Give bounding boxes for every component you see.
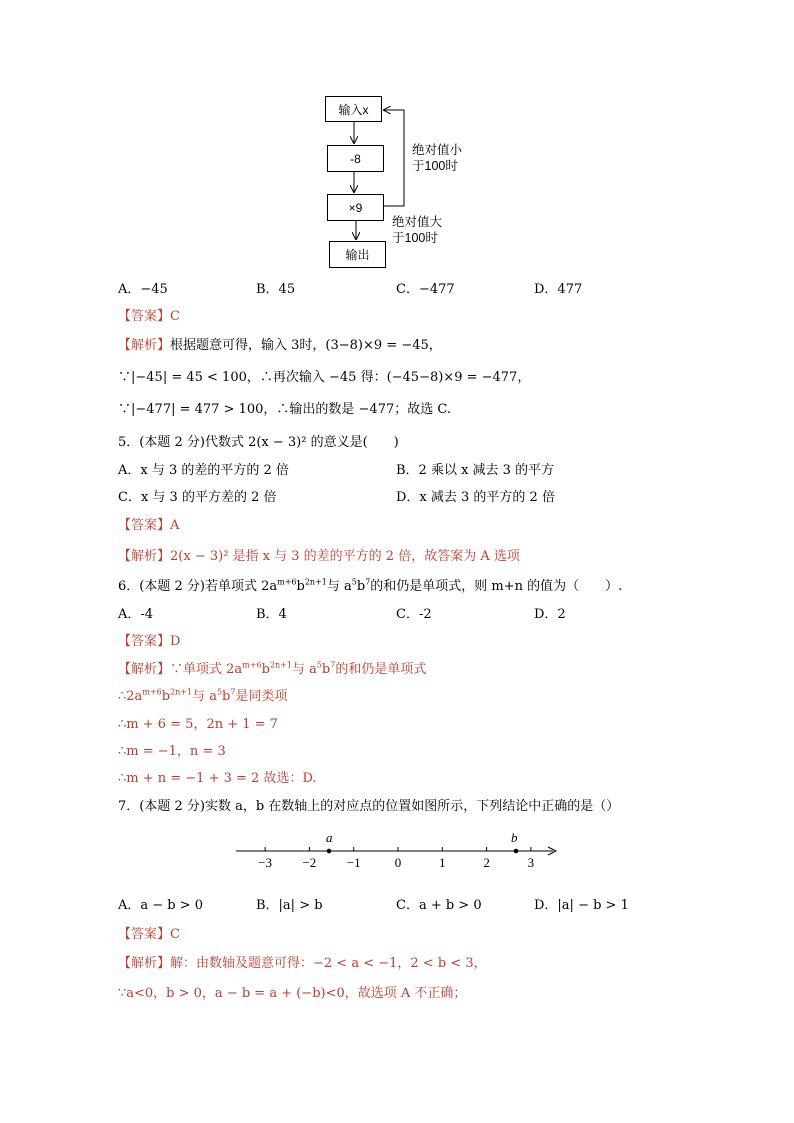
q7-option-a: A．a − b > 0 — [118, 898, 204, 913]
exit-condition-label: 绝对值大 于100时 — [392, 215, 443, 245]
q4-option-d: D．477 — [534, 282, 583, 297]
q6-analysis-line5: ∴m + n = −1 + 3 = 2 故选：D. — [118, 771, 317, 786]
q6-analysis-line3: ∴m + 6 = 5，2n + 1 = 7 — [118, 717, 278, 732]
q7-answer: 【答案】C — [118, 927, 180, 942]
q6-option-c: C．-2 — [396, 607, 432, 622]
tick-label: 0 — [394, 855, 402, 870]
q5-option-d: D．x 减去 3 的平方的 2 倍 — [396, 490, 555, 505]
q6-answer: 【答案】D — [118, 634, 181, 649]
q6-stem: 6．(本题 2 分)若单项式 $2a^{m+6}b^{2n+1}$与 $a^5b^7$的和仍是单项式，则 m+n 的值为（ ）. — [118, 577, 623, 594]
q6-analysis-line4: ∴m = −1，n = 3 — [118, 744, 226, 759]
tick-label: −1 — [346, 855, 361, 870]
q6-option-a: A．-4 — [118, 607, 154, 622]
q5-option-c: C．x 与 3 的平方差的 2 倍 — [118, 490, 277, 505]
q6-option-d: D．2 — [534, 607, 566, 622]
q6-analysis-line2: $\therefore 2a^{m+6}b^{2n+1}$与 $a^5b^7$是同类项 — [118, 687, 288, 704]
tick-label: −3 — [258, 855, 273, 870]
flow-minus-label: -8 — [350, 151, 361, 166]
arrow-loop-back — [383, 110, 404, 206]
loop-condition-label: 绝对值小 于100时 — [412, 143, 463, 173]
point-a-dot — [327, 849, 332, 854]
flow-arrows — [0, 0, 794, 300]
tick-label: 2 — [483, 855, 490, 870]
point-b-label: b — [511, 830, 518, 845]
q5-option-a: A．x 与 3 的差的平方的 2 倍 — [118, 463, 289, 478]
q4-option-a: A．−45 — [118, 282, 168, 297]
number-line — [0, 820, 794, 880]
q4-analysis-line3: ∵|−477| = 477 > 100，∴输出的数是 −477；故选 C. — [118, 402, 451, 417]
q7-option-d: D．|a| − b > 1 — [534, 898, 629, 913]
point-a-label: a — [326, 830, 333, 845]
q6-option-b: B．4 — [256, 607, 287, 622]
q7-option-b: B．|a| > b — [256, 898, 323, 913]
flow-input-label: 输入x — [338, 102, 369, 117]
flow-output-label: 输出 — [345, 248, 370, 262]
q7-option-c: C．a + b > 0 — [396, 898, 482, 913]
q4-answer: 【答案】C — [118, 309, 180, 324]
q7-analysis-line1: 【解析】解：由数轴及题意可得：−2 < a < −1，2 < b < 3， — [118, 956, 487, 971]
q7-stem: 7．(本题 2 分)实数 a，b 在数轴上的对应点的位置如图所示，下列结论中正确的是（） — [118, 799, 620, 814]
point-b-dot — [514, 849, 519, 854]
q4-analysis-line1: 【解析】根据题意可得，输入 3时，(3−8)×9 = −45， — [118, 338, 442, 353]
q5-option-b: B．2 乘以 x 减去 3 的平方 — [396, 463, 555, 478]
tick-label: −2 — [302, 855, 317, 870]
q4-option-c: C．−477 — [396, 282, 455, 297]
q5-analysis: 【解析】2(x − 3)² 是指 x 与 3 的差的平方的 2 倍，故答案为 A 选项 — [118, 549, 520, 564]
q4-analysis-line2: ∵|−45| = 45 < 100，∴再次输入 −45 得：(−45−8)×9 = −477， — [118, 370, 531, 385]
q4-option-b: B．45 — [256, 282, 296, 297]
tick-label: 3 — [527, 855, 535, 870]
tick-label: 1 — [439, 855, 446, 870]
q5-answer: 【答案】A — [118, 518, 180, 533]
q5-stem: 5．(本题 2 分)代数式 2(x − 3)² 的意义是( ) — [118, 435, 399, 450]
q7-analysis-line2: ∵a<0，b > 0，a − b = a + (−b)<0，故选项 A 不正确； — [118, 986, 467, 1001]
q6-analysis-line1: 【解析】∵单项式 $2a^{m+6}b^{2n+1}$与 $a^5b^7$的和仍是单项式 — [118, 660, 427, 677]
flow-times-label: ×9 — [348, 200, 363, 215]
